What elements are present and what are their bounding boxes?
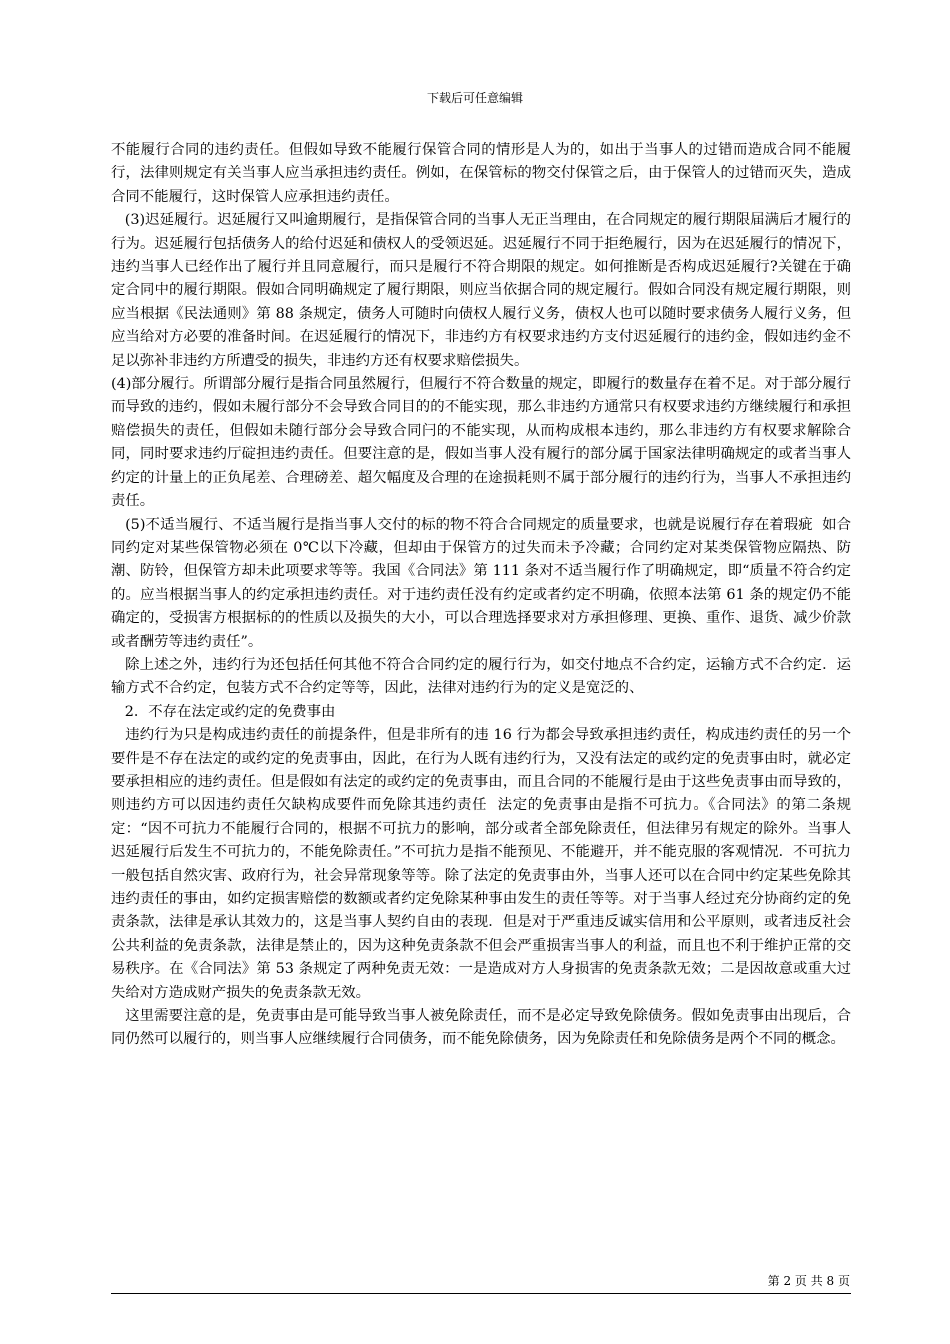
paragraph-improper-performance: (5)不适当履行、不适当履行是指当事人交付的标的物不符合合同规定的质量要求，也就是说履行存在着瑕疵 如合同约定对某些保管物必须在 0℃以下冷藏，但却由于保管方的过失而未予冷藏；合同约定对某类保管物应隔热、防潮、防铃，但保管方却未此项要求等等。我国《合同法》第 111 条对不适当履行作了明确规定，即“质量不符合约定的。应当根据当事人的约定承担违约责任。对于违约责任没有约定或者约定不明确，依照本法第 61 条的规定仍不能确定的，受损害方根据标的的性质以及损失的大小，可以合理选择要求对方承担修理、更换、重作、退货、减少价款或者酬劳等违约责任”。 [111,516,851,650]
section-heading-exemption: 2．不存在法定或约定的免费事由 [111,703,336,720]
footer-divider [111,1293,851,1294]
page-footer [768,1273,850,1289]
paragraph-partial-performance: (4)部分履行。所谓部分履行是指合同虽然履行，但履行不符合数量的规定，即履行的数量存在着不足。对于部分履行而导致的违约，假如未履行部分不会导致合同目的的不能实现，那么非违约方通常只有权要求违约方继续履行和承担赔偿损失的责任，但假如未随行部分会导致合同闩的不能实现，从而构成根本违约，那么非违约方有权要求解除合同，同时要求违约厅碇担违约责任。但要注意的是，假如当事人没有履行的部分属于国家法律明确规定的或者当事人约定的计量上的正负尾差、合理磅差、超欠幅度及合理的在途损耗则不属于部分履行的违约行为，当事人不承担违约责任。 [111,376,851,510]
paragraph-1: 不能履行合同的违约责任。但假如导致不能履行保管合同的情形是人为的，如出于当事人的过错而造成合同不能履行，法律则规定有关当事人应当承担违约责任。例如，在保管标的物交付保管之后，由于保管人的过错而灭失，造成合同不能履行，这时保管人应承担违约责任。 [111,142,851,205]
paragraph-exemption: 违约行为只是构成违约责任的前提条件，但是非所有的违 16 行为都会导致承担违约责任，构成违约责任的另一个要件是不存在法定的或约定的免责事由，因此，在行为人既有违约行为，又没有法定的或约定的免责事由时，就必定要承担相应的违约责任。但是假如有法定的或约定的免责事由，而且合同的不能履行是由于这些免责事由而导致的，则违约方可以因违约责任欠缺构成要件而免除其违约责任 法定的免责事由是指不可抗力。《合同法》的第二条规定：“因不可抗力不能履行合同的，根据不可抗力的影响，部分或者全部免除责任，但法律另有规定的除外。当事人迟延履行后发生不可抗力的，不能免除责任。”不可抗力是指不能预见、不能避开，并不能克服的客观情况．不可抗力一般包括自然灾害、政府行为，社会异常现象等等。除了法定的免责事由外，当事人还可以在合同中约定某些免除其违约责任的事由，如约定损害赔偿的数额或者约定免除某种事由发生的责任等等。对于当事人经过充分协商约定的免责条款，法律是承认其效力的，这是当事人契约自由的表现．但是对于严重违反诚实信用和公平原则，或者违反社会公共利益的免责条款，法律是禁止的，因为这种免责条款不但会严重损害当事人的利益，而且也不利于维护正常的交易秩序。在《合同法》第 53 条规定了两种免责无效：一是造成对方人身损害的免责条款无效；二是因故意或重大过失给对方造成财产损失的免责条款无效。 [111,727,851,1001]
paragraph-other-breach: 除上述之外，违约行为还包括任何其他不符合合同约定的履行行为，如交付地点不合约定，运输方式不合约定．运输方式不合约定，包装方式不合约定等等，因此，法律对违约行为的定义是宽泛的、 [111,656,851,697]
paragraph-exemption-note: 这里需要注意的是，免责事由是可能导致当事人被免除责任，而不是必定导致免除债务。假如免责事由出现后，合同仍然可以履行的，则当事人应继续履行合同债务，而不能免除债务，因为免除责任和免除债务是两个不同的概念。 [111,1008,851,1048]
document-body [111,139,851,1052]
header-text: 下载后可任意编辑 [426,91,523,105]
page-number: 第 2 页 共 8 页 [767,1274,850,1288]
paragraph-late-performance: (3)迟延履行。迟延履行又叫逾期履行，是指保管合同的当事人无正当理由，在合同规定的履行期限届满后才履行的行为。迟延履行包括债务人的给付迟延和债权人的受领迟延。迟延履行不同于拒绝履行，因为在迟延履行的情况下，违约当事人已经作出了履行并且同意履行，而只是履行不符合期限的规定。如何推断是否构成迟延履行?关键在于确定合同中的履行期限。假如合同明确规定了履行期限，则应当依据合同的规定履行。假如合同没有规定履行期限，则应当根据《民法通则》第 88 条规定，债务人可随时向债权人履行义务，债权人也可以随时要求债务人履行义务，但应当给对方必要的准备时间。在迟延履行的情况下，非违约方有权要求违约方支付迟延履行的违约金，假如违约金不足以弥补非违约方所遭受的损失，非违约方还有权要求赔偿损失。 [111,212,851,369]
page-header [0,90,950,106]
